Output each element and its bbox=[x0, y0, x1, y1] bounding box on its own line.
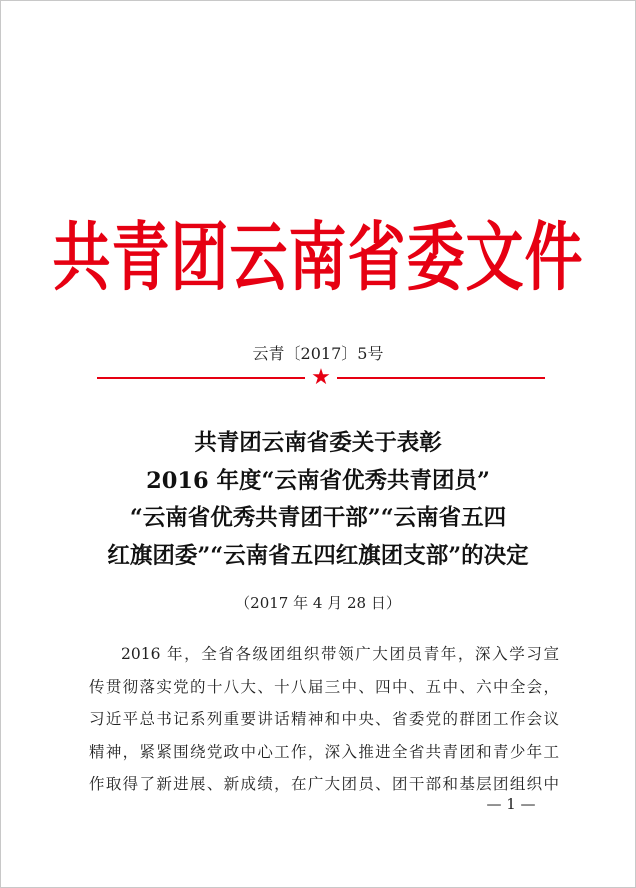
body-line: 2016 年，全省各级团组织带领广大团员青年，深入学习宣 bbox=[121, 645, 559, 663]
red-separator bbox=[97, 367, 545, 389]
document-title bbox=[1, 425, 635, 575]
body-line: 习近平总书记系列重要讲话精神和中央、省委党的群团工作会议 bbox=[89, 710, 559, 728]
separator-line-left bbox=[97, 377, 305, 379]
body-paragraph bbox=[89, 638, 559, 801]
star-icon: ★ bbox=[311, 365, 331, 390]
separator-line-right bbox=[337, 377, 545, 379]
body-line: 精神，紧紧围绕党政中心工作，深入推进全省共青团和青少年工 bbox=[89, 742, 559, 761]
document-number: 云青〔2017〕5号 bbox=[252, 344, 384, 363]
document-date: （2017 年 4 月 28 日） bbox=[235, 594, 401, 612]
masthead-title: 共青团云南省委文件 bbox=[52, 213, 584, 301]
title-line: 共青团云南省委关于表彰 bbox=[194, 430, 442, 456]
body-line: 作取得了新进展、新成绩，在广大团员、团干部和基层团组织中 bbox=[89, 775, 559, 793]
title-line: 红旗团委”“云南省五四红旗团支部”的决定 bbox=[107, 542, 529, 569]
body-line: 传贯彻落实党的十八大、十八届三中、四中、五中、六中全会， bbox=[89, 677, 559, 696]
title-line: “云南省优秀共青团干部”“云南省五四 bbox=[129, 505, 507, 531]
page-number: — 1 — bbox=[486, 795, 536, 813]
title-line: 2016 年度“云南省优秀共青团员” bbox=[146, 467, 490, 494]
